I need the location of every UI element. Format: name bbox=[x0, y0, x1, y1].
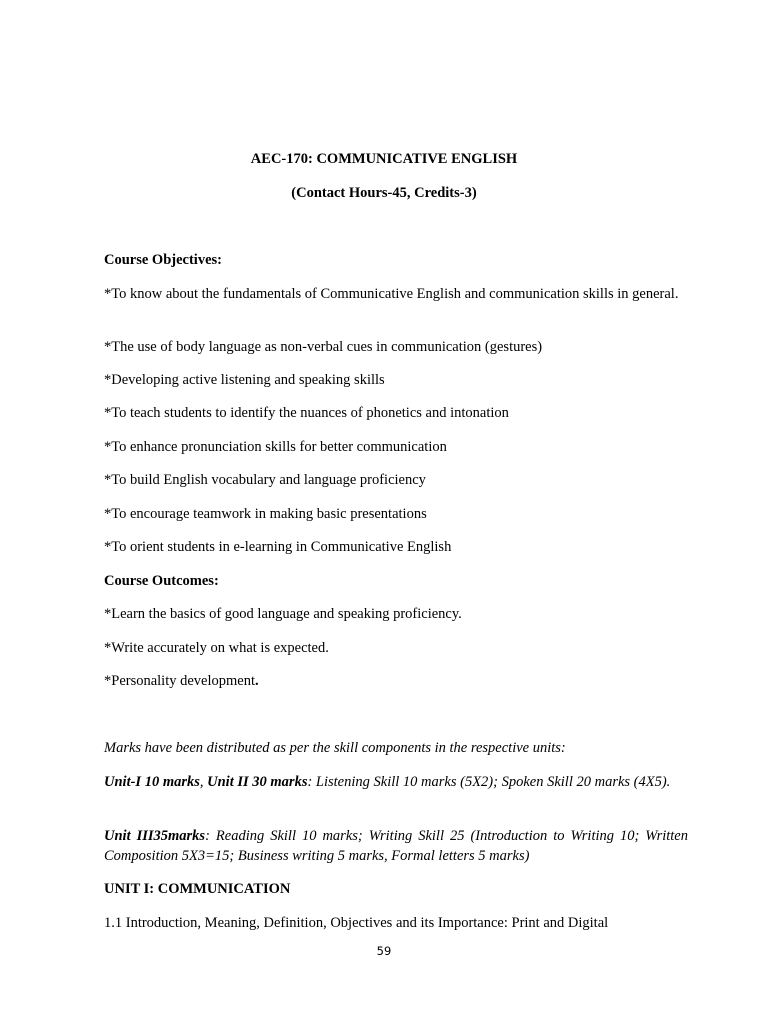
objective-item: *To know about the fundamentals of Communicative English and communication skills in general. bbox=[104, 286, 679, 302]
page-number: 59 bbox=[376, 944, 392, 958]
outcome-item-period: . bbox=[255, 673, 259, 689]
course-subtitle: (Contact Hours-45, Credits-3) bbox=[291, 185, 477, 201]
outcome-item: *Learn the basics of good language and speaking proficiency. bbox=[104, 606, 462, 622]
unit-3-detail: : Reading Skill 10 marks; Writing Skill 25 (Introduction to Writing 10; Written Composition 5X3=15; Business writing 5 marks, Formal letters 5 marks) bbox=[104, 828, 688, 864]
objective-item: *Developing active listening and speaking skills bbox=[104, 372, 385, 388]
outcome-item bbox=[104, 672, 259, 691]
unit-sep: , bbox=[199, 774, 208, 790]
objective-item: *To encourage teamwork in making basic presentations bbox=[104, 506, 427, 522]
objective-item: *To enhance pronunciation skills for better communication bbox=[104, 439, 447, 455]
marks-unit-1-2 bbox=[104, 772, 688, 792]
outcome-item-text: *Personality development bbox=[104, 673, 256, 689]
objective-item: *To orient students in e-learning in Communicative English bbox=[104, 539, 452, 555]
unit-1-item: 1.1 Introduction, Meaning, Definition, Objectives and its Importance: Print and Digital bbox=[104, 915, 609, 931]
outcomes-heading: Course Outcomes: bbox=[104, 573, 219, 589]
unit-1-2-detail: : Listening Skill 10 marks (5X2); Spoken Skill 20 marks (4X5). bbox=[307, 774, 671, 790]
objective-item: *To build English vocabulary and language proficiency bbox=[104, 472, 426, 488]
course-title: AEC-170: COMMUNICATIVE ENGLISH bbox=[250, 151, 518, 167]
objective-item: *To teach students to identify the nuances of phonetics and intonation bbox=[104, 405, 509, 421]
unit-1-marks: Unit-I 10 marks bbox=[104, 774, 200, 790]
unit-2-marks: Unit II 30 marks bbox=[207, 774, 308, 790]
outcome-item: *Write accurately on what is expected. bbox=[104, 640, 329, 656]
marks-intro: Marks have been distributed as per the skill components in the respective units: bbox=[104, 740, 566, 756]
unit-3-marks: Unit III35marks bbox=[104, 828, 206, 844]
objectives-heading: Course Objectives: bbox=[104, 252, 222, 268]
marks-unit-3 bbox=[104, 826, 688, 866]
unit-1-heading: UNIT I: COMMUNICATION bbox=[104, 881, 291, 897]
objective-item: *The use of body language as non-verbal cues in communication (gestures) bbox=[104, 339, 543, 355]
